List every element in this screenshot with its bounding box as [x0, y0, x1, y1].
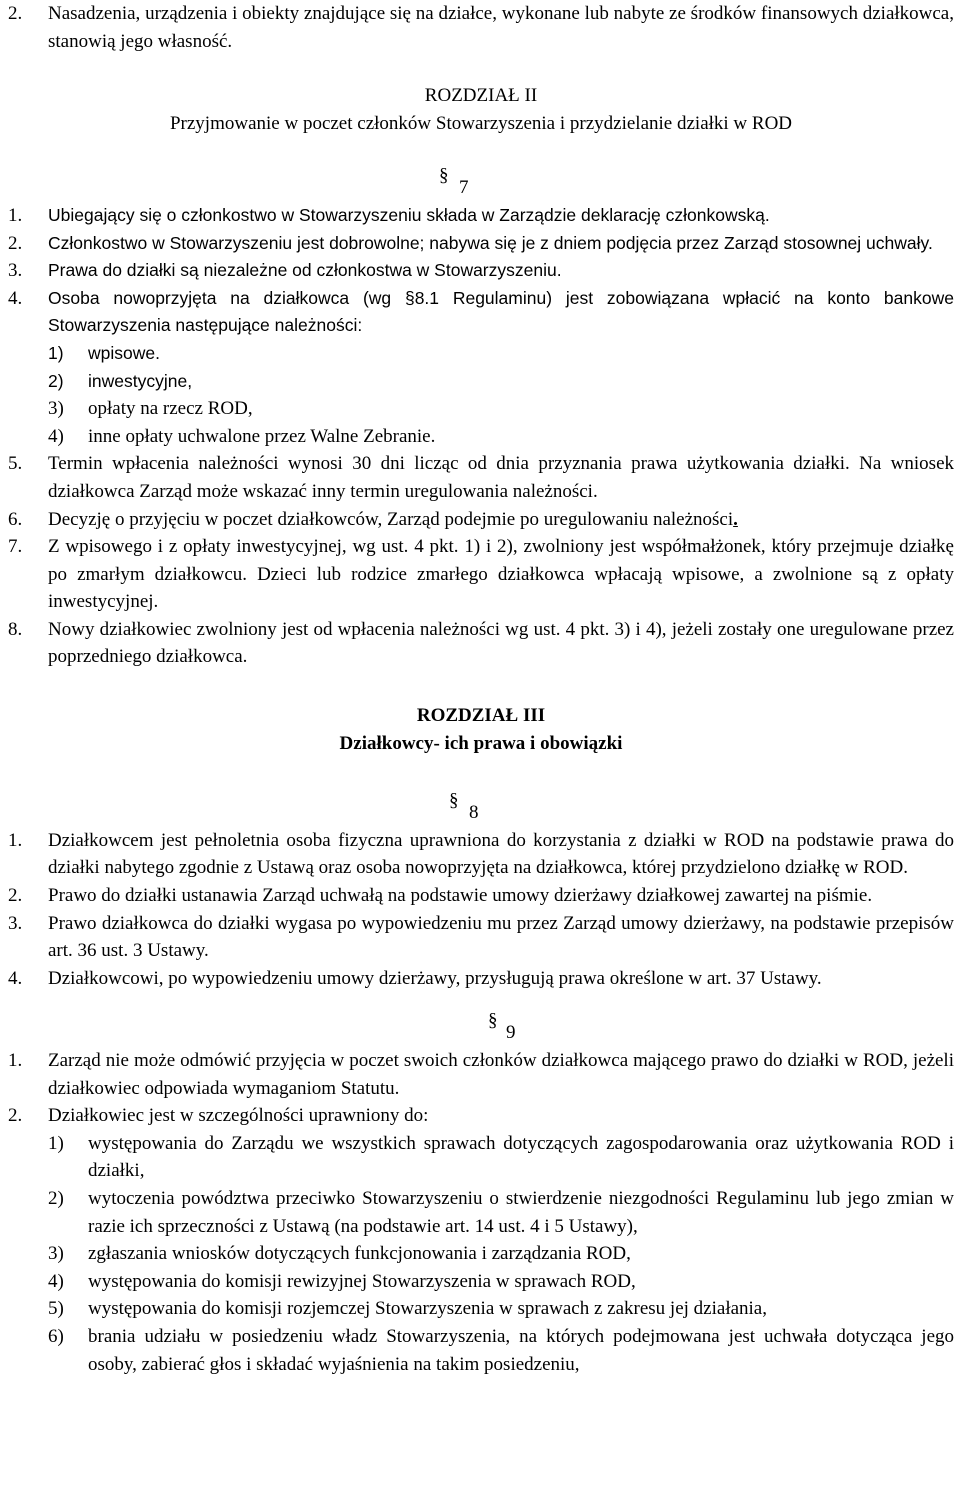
paragraph-mark: [8, 1010, 954, 1047]
sub-item-text: inne opłaty uchwalone przez Walne Zebranie.: [88, 425, 436, 447]
sub-list-item: [48, 395, 954, 423]
section-sign-icon: §: [439, 165, 449, 187]
item-number: 7.: [8, 536, 23, 558]
sub-item-number: 1): [48, 342, 64, 363]
list-item: [8, 827, 954, 882]
paragraph-number: 7: [459, 177, 469, 199]
list-item: [8, 533, 954, 616]
list-item: [8, 882, 954, 910]
item-number: 2.: [8, 1105, 23, 1127]
sub-item-text: zgłaszania wniosków dotyczących funkcjonowania i zarządzania ROD,: [88, 1243, 631, 1265]
item-text: Prawa do działki są niezależne od członkostwa w Stowarzyszeniu.: [48, 260, 562, 281]
item-text: Ubiegający się o członkostwo w Stowarzyszeniu składa w Zarządzie deklarację członkowską.: [48, 204, 770, 225]
paragraph-number: 9: [506, 1022, 516, 1044]
sub-item-text: wytoczenia powództwa przeciwko Stowarzyszeniu o stwierdzenie niezgodności Regulaminu lub jego zmian w razie ich sprzeczności z Ustawą (na podstawie art. 14 ust. 4 i 5 Ustawy),: [88, 1187, 954, 1237]
item-text: Z wpisowego i z opłaty inwestycyjnej, wg ust. 4 pkt. 1) i 2), zwolniony jest współmałżonek, który przejmuje działkę po zmarłym działkowcu. Dzieci lub rodzice zmarłego działkowca wpłacają wpisowe, a zwolnione są z opłaty inwestycyjnej.: [48, 536, 954, 613]
sub-list-item: [48, 423, 954, 451]
item-number: 6.: [8, 508, 23, 530]
list-item: [8, 910, 954, 965]
list-item: [8, 202, 954, 230]
sub-item-text: występowania do komisji rozjemczej Stowarzyszenia w sprawach z zakresu jej działania,: [88, 1298, 767, 1320]
sub-item-number: 4): [48, 425, 64, 447]
item-number: 8.: [8, 618, 23, 640]
sub-item-text: wpisowe.: [88, 342, 160, 363]
item-number: 5.: [8, 453, 23, 475]
sub-item-number: 3): [48, 1243, 64, 1265]
list-item: [8, 450, 954, 505]
sub-item-text: występowania do komisji rewizyjnej Stowarzyszenia w sprawach ROD,: [88, 1270, 636, 1292]
item-text: Działkowiec jest w szczególności uprawniony do:: [48, 1105, 429, 1127]
item-text: Nowy działkowiec zwolniony jest od wpłacenia należności wg ust. 4 pkt. 3) i 4), jeżeli zostały one uregulowane przez poprzedniego działkowca.: [48, 618, 954, 668]
item-number: 1.: [8, 829, 23, 851]
item-number: 2.: [8, 885, 23, 907]
item-text: Nasadzenia, urządzenia i obiekty znajdujące się na działce, wykonane lub nabyte ze środków finansowych działkowca, stanowią jego własność.: [48, 3, 954, 52]
sub-item-number: 4): [48, 1270, 64, 1292]
sub-list-item: [48, 368, 954, 396]
sub-item-number: 3): [48, 398, 64, 420]
item-text: Termin wpłacenia należności wynosi 30 dni licząc od dnia przyznania prawa użytkowania działki. Na wniosek działkowca Zarząd może wskazać inny termin uregulowania należności.: [48, 453, 954, 502]
sub-item-text: opłaty na rzecz ROD,: [88, 398, 253, 420]
item-text: Decyzję o przyjęciu w poczet działkowców, Zarząd podejmie po uregulowaniu należności: [48, 508, 734, 530]
list-item: [8, 1047, 954, 1102]
item-number: 3.: [8, 912, 23, 934]
chapter-subheading: Przyjmowanie w poczet członków Stowarzyszenia i przydzielanie działki w ROD: [169, 112, 793, 134]
chapter-heading: ROZDZIAŁ III: [416, 705, 546, 727]
sub-item-number: 1): [48, 1132, 64, 1154]
item-text: Działkowcem jest pełnoletnia osoba fizyczna uprawniona do korzystania z działki w ROD na podstawie prawa do działki nabytego zgodnie z Ustawą oraz osoba nowoprzyjęta na działkowca, której przydzielono działkę w ROD.: [48, 829, 954, 879]
paragraph-mark: [8, 790, 954, 827]
sub-item-text: inwestycyjne,: [88, 370, 193, 391]
item-text-tail: .: [733, 508, 738, 530]
sub-list-item: [48, 1130, 954, 1185]
sub-list-item: [48, 1185, 954, 1240]
item-text: Prawo działkowca do działki wygasa po wypowiedzeniu mu przez Zarząd umowy dzierżawy, na podstawie przepisów art. 36 ust. 3 Ustawy.: [48, 912, 954, 962]
paragraph-mark: [8, 165, 954, 202]
chapter-subheading: Działkowcy- ich prawa i obowiązki: [339, 732, 623, 754]
sub-list: [48, 340, 954, 450]
list-item: [8, 506, 954, 534]
sub-item-text: brania udziału w posiedzeniu władz Stowarzyszenia, na których podejmowana jest uchwała dotycząca jego osoby, zabierać głos i składać wyjaśnienia na takim posiedzeniu,: [88, 1325, 954, 1375]
list-item: [8, 257, 954, 285]
paragraph-number: 8: [469, 802, 479, 824]
item-text: Osoba nowoprzyjęta na działkowca (wg §8.1 Regulaminu) jest zobowiązana wpłacić na konto bankowe Stowarzyszenia następujące należności:: [48, 287, 954, 336]
list-item: [8, 230, 954, 258]
sub-item-number: 2): [48, 1187, 64, 1209]
sub-list-item: [48, 340, 954, 368]
item-number: 2.: [8, 232, 23, 254]
item-text: Zarząd nie może odmówić przyjęcia w poczet swoich członków działkowca mającego prawo do działki w ROD, jeżeli działkowiec odpowiada wymaganiom Statutu.: [48, 1050, 954, 1099]
item-text: Prawo do działki ustanawia Zarząd uchwałą na podstawie umowy dzierżawy działkowej zawartej na piśmie.: [48, 885, 873, 907]
list-item: [8, 285, 954, 340]
section-sign-icon: §: [449, 790, 459, 812]
item-number: 4.: [8, 967, 23, 989]
list-item: [8, 1102, 954, 1130]
item-number: 1.: [8, 204, 23, 226]
item-text: Działkowcowi, po wypowiedzeniu umowy dzierżawy, przysługują prawa określone w art. 37 Ustawy.: [48, 967, 822, 989]
item-number: 3.: [8, 260, 23, 282]
item-text: Członkostwo w Stowarzyszeniu jest dobrowolne; nabywa się je z dniem podjęcia przez Zarząd stosownej uchwały.: [48, 232, 933, 253]
item-number: 1.: [8, 1050, 23, 1071]
list-item: [8, 616, 954, 671]
intro-item: [8, 0, 954, 55]
sub-list-item: [48, 1295, 954, 1323]
chapter-heading: ROZDZIAŁ II: [424, 85, 538, 107]
sub-item-number: 2): [48, 370, 64, 391]
sub-item-text: występowania do Zarządu we wszystkich sprawach dotyczących zagospodarowania oraz użytkowania ROD i działki,: [88, 1132, 954, 1182]
sub-item-number: 5): [48, 1298, 64, 1320]
document-page: [8, 0, 954, 1378]
list-item: [8, 965, 954, 993]
sub-list-item: [48, 1240, 954, 1268]
sub-list-item: [48, 1323, 954, 1378]
sub-item-number: 6): [48, 1325, 64, 1347]
sub-list-item: [48, 1268, 954, 1296]
sub-list: [48, 1130, 954, 1378]
item-number: 4.: [8, 287, 23, 309]
item-number: 2.: [8, 3, 23, 24]
section-sign-icon: §: [488, 1010, 498, 1032]
